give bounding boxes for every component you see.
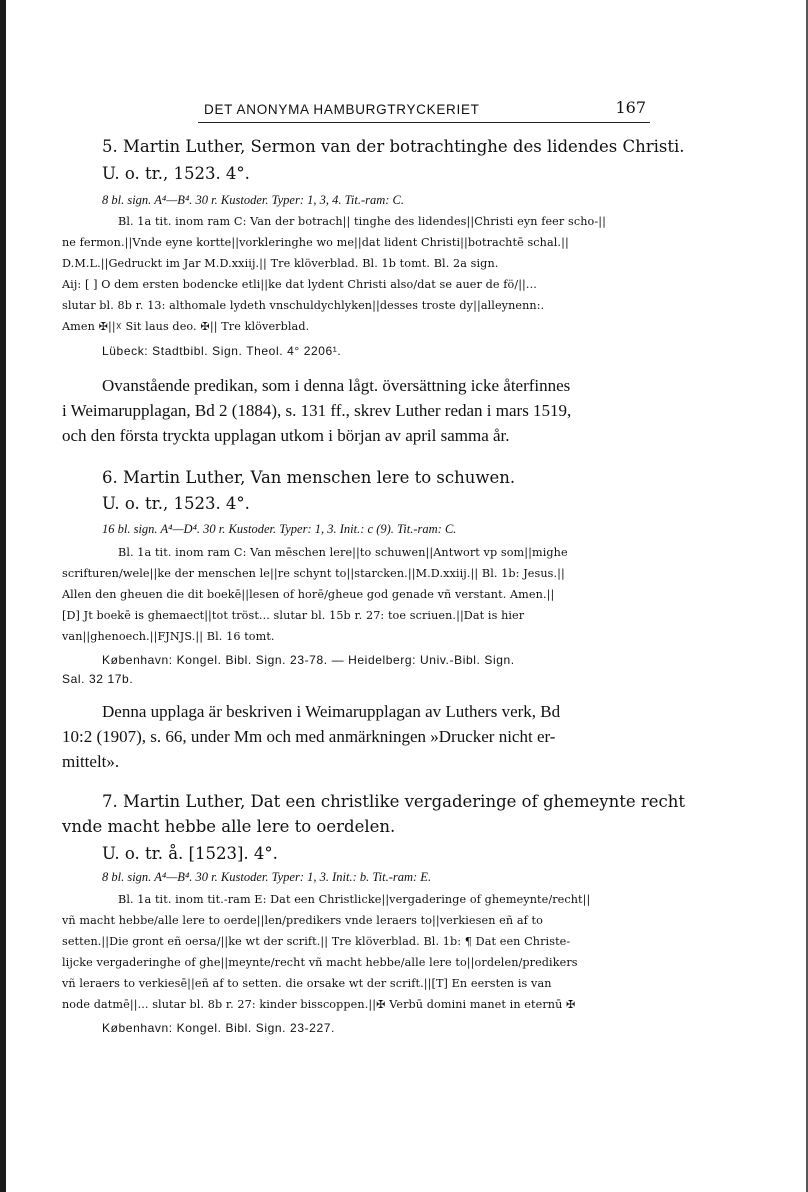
description-line: vñ leraers to verkiesē||eñ af to setten. die orsake wt der scrift.||[T] En eersten is van: [62, 977, 552, 990]
running-head: [198, 98, 650, 123]
description-line: node datmē||... slutar bl. 8b r. 27: kinder bisscoppen.||✠ Verbū domini manet in eternū ✠: [62, 998, 576, 1011]
description-line: Bl. 1a tit. inom tit.-ram E: Dat een Christlicke||vergaderinge of ghemeynte/recht||: [118, 893, 591, 906]
page-number: 167: [615, 98, 646, 117]
entry-collation: 8 bl. sign. A⁴—B⁴. 30 r. Kustoder. Typer: 1, 3. Init.: b. Tit.-ram: E.: [102, 870, 432, 884]
holding-location: København: Kongel. Bibl. Sign. 23-78. — Heidelberg: Univ.-Bibl. Sign.: [102, 653, 515, 667]
entry-imprint: U. o. tr., 1523. 4°.: [102, 494, 250, 513]
description-line: ne fermon.||Vnde eyne kortte||vorkleringhe wo me||dat lident Christi||botrachtē schal.||: [62, 236, 569, 249]
entry-imprint: U. o. tr. å. [1523]. 4°.: [102, 844, 278, 863]
description-line: Amen ✠||☓ Sit laus deo. ✠|| Tre klöverblad.: [62, 320, 310, 333]
comment-line: mittelt».: [62, 752, 120, 771]
description-line: Bl. 1a tit. inom ram C: Van mēschen lere||to schuwen||Antwort vp som||mighe: [118, 546, 568, 559]
comment-line: 10:2 (1907), s. 66, under Mm och med anmärkningen »Drucker nicht er-: [62, 727, 556, 746]
holding-location: København: Kongel. Bibl. Sign. 23-227.: [102, 1021, 335, 1035]
entry-title: 7. Martin Luther, Dat een christlike vergaderinge of ghemeynte recht: [102, 792, 686, 811]
description-line: Aij: [ ] O dem ersten bodencke etli||ke dat lydent Christi also/dat se auer de fö/||...: [62, 278, 537, 291]
entry-title: 5. Martin Luther, Sermon van der botrachtinghe des lidendes Christi.: [102, 137, 685, 156]
description-line: D.M.L.||Gedruckt im Jar M.D.xxiij.|| Tre klöverblad. Bl. 1b tomt. Bl. 2a sign.: [62, 257, 499, 270]
description-line: van||ghenoech.||FJNJS.|| Bl. 16 tomt.: [62, 630, 275, 643]
entry-collation: 8 bl. sign. A⁴—B⁴. 30 r. Kustoder. Typer: 1, 3, 4. Tit.-ram: C.: [102, 193, 405, 207]
holding-location: Lübeck: Stadtbibl. Sign. Theol. 4° 2206¹.: [102, 344, 342, 358]
entry-imprint: U. o. tr., 1523. 4°.: [102, 164, 250, 183]
running-title: DET ANONYMA HAMBURGTRYCKERIET: [204, 102, 480, 117]
description-line: setten.||Die gront eñ oersa/||ke wt der scrift.|| Tre klöverblad. Bl. 1b: ¶ Dat een Christe-: [62, 935, 571, 948]
comment-line: Denna upplaga är beskriven i Weimarupplagan av Luthers verk, Bd: [102, 702, 561, 721]
entry-collation: 16 bl. sign. A⁴—D⁴. 30 r. Kustoder. Typer: 1, 3. Init.: c (9). Tit.-ram: C.: [102, 522, 457, 536]
description-line: [D] Jt boekē is ghemaect||tot tröst... slutar bl. 15b r. 27: toe scriuen.||Dat is hier: [62, 609, 525, 622]
holding-location: Sal. 32 17b.: [62, 672, 134, 686]
description-line: Bl. 1a tit. inom ram C: Van der botrach|| tinghe des lidendes||Christi eyn feer scho-||: [118, 215, 606, 228]
comment-line: Ovanstående predikan, som i denna lågt. översättning icke återfinnes: [102, 376, 571, 395]
description-line: vñ macht hebbe/alle lere to oerde||len/predikers vnde leraers to||verkiesen eñ af to: [62, 914, 543, 927]
comment-line: och den första tryckta upplagan utkom i början av april samma år.: [62, 426, 510, 445]
entry-title-continued: vnde macht hebbe alle lere to oerdelen.: [62, 817, 396, 836]
description-line: Allen den gheuen die dit boekē||lesen of horē/gheue god genade vñ verstant. Amen.||: [62, 588, 555, 601]
description-line: slutar bl. 8b r. 13: althomale lydeth vnschuldychlyken||desses troste dy||alleynenn:.: [62, 299, 545, 312]
scan-left-edge: [0, 0, 6, 1192]
entry-title: 6. Martin Luther, Van menschen lere to schuwen.: [102, 468, 516, 487]
comment-line: i Weimarupplagan, Bd 2 (1884), s. 131 ff., skrev Luther redan i mars 1519,: [62, 401, 572, 420]
description-line: scrifturen/wele||ke der menschen le||re schynt to||starcken.||M.D.xxiij.|| Bl. 1b: Jesus.||: [62, 567, 565, 580]
description-line: lijcke vergaderinghe of ghe||meynte/recht vñ macht hebbe/alle lere to||ordelen/predikers: [62, 956, 578, 969]
